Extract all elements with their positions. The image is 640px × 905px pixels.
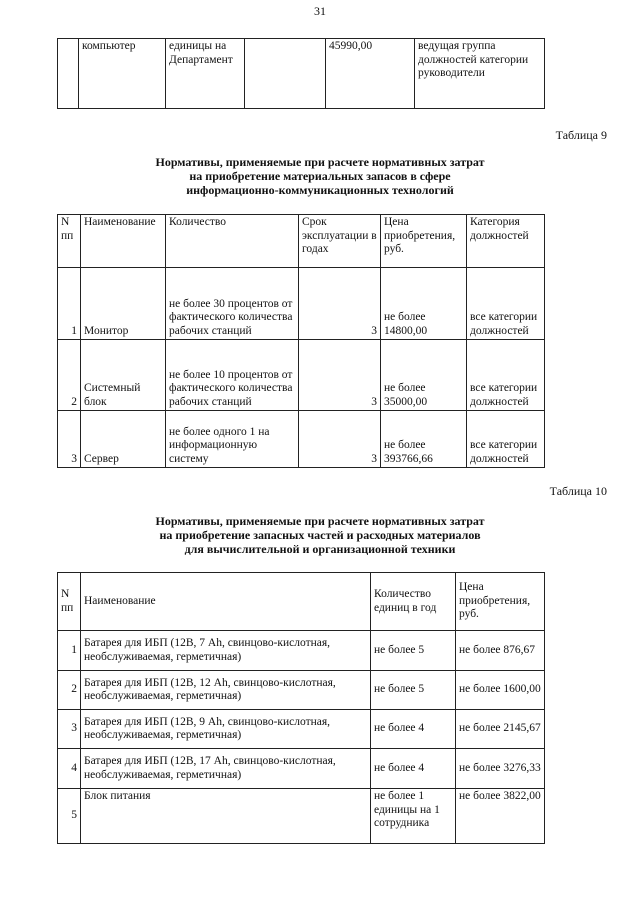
table-row bbox=[58, 749, 545, 789]
name-cell: Батарея для ИБП (12В, 17 Ah, свинцово-кислотная, необслуживаемая, герметичная) bbox=[81, 749, 371, 789]
term-cell: 3 bbox=[299, 411, 381, 468]
title-line: на приобретение запасных частей и расходных материалов bbox=[159, 528, 481, 542]
header-term: Срок эксплуатации в годах bbox=[299, 215, 381, 268]
table10-title bbox=[0, 514, 640, 556]
table-row bbox=[58, 411, 545, 468]
table9-title bbox=[0, 155, 640, 197]
qty-cell: не более 4 bbox=[371, 710, 456, 749]
table10-label: Таблица 10 bbox=[549, 484, 607, 498]
title-line: Нормативы, применяемые при расчете нормативных затрат bbox=[155, 514, 485, 528]
table-row bbox=[58, 39, 545, 109]
price-cell: не более 35000,00 bbox=[381, 340, 467, 411]
num-cell: 2 bbox=[58, 340, 81, 411]
table10 bbox=[57, 572, 545, 844]
name-cell: Батарея для ИБП (12В, 12 Ah, свинцово-кислотная, необслуживаемая, герметичная) bbox=[81, 671, 371, 710]
name-cell: Сервер bbox=[81, 411, 166, 468]
header-num: N пп bbox=[58, 215, 81, 268]
name-cell: компьютер bbox=[79, 39, 166, 109]
title-line: Нормативы, применяемые при расчете нормативных затрат bbox=[155, 155, 485, 169]
header-num: N пп bbox=[58, 573, 81, 631]
qty-cell bbox=[245, 39, 326, 109]
header-name: Наименование bbox=[81, 215, 166, 268]
name-cell: Системный блок bbox=[81, 340, 166, 411]
unit-cell: единицы на Департамент bbox=[166, 39, 245, 109]
qty-cell: не более 5 bbox=[371, 671, 456, 710]
term-cell: 3 bbox=[299, 268, 381, 340]
category-cell: все категории должностей bbox=[467, 411, 545, 468]
qty-cell: не более 30 процентов от фактического количества рабочих станций bbox=[166, 268, 299, 340]
qty-cell: не более 10 процентов от фактического количества рабочих станций bbox=[166, 340, 299, 411]
qty-cell: не более 4 bbox=[371, 749, 456, 789]
table-row bbox=[58, 710, 545, 749]
category-cell: все категории должностей bbox=[467, 340, 545, 411]
title-line: информационно-коммуникационных технологий bbox=[186, 183, 454, 197]
category-cell: ведущая группа должностей категории руководители bbox=[415, 39, 545, 109]
num-cell: 3 bbox=[58, 710, 81, 749]
name-cell: Батарея для ИБП (12В, 9 Ah, свинцово-кислотная, необслуживаемая, герметичная) bbox=[81, 710, 371, 749]
header-price: Цена приобретения, руб. bbox=[456, 573, 545, 631]
qty-cell: не более одного 1 на информационную систему bbox=[166, 411, 299, 468]
title-line: для вычислительной и организационной техники bbox=[184, 542, 456, 556]
continuation-table bbox=[57, 38, 545, 109]
table-row bbox=[58, 340, 545, 411]
table9 bbox=[57, 214, 545, 468]
num-cell bbox=[58, 39, 79, 109]
price-cell: не более 876,67 bbox=[456, 631, 545, 671]
table-row bbox=[58, 268, 545, 340]
table-row bbox=[58, 671, 545, 710]
header-qty: Количество bbox=[166, 215, 299, 268]
header-category: Категория должностей bbox=[467, 215, 545, 268]
table9-label: Таблица 9 bbox=[555, 128, 607, 142]
price-cell: не более 393766,66 bbox=[381, 411, 467, 468]
header-qty: Количество единиц в год bbox=[371, 573, 456, 631]
table-header-row bbox=[58, 215, 545, 268]
page-number: 31 bbox=[314, 4, 326, 18]
header-name: Наименование bbox=[81, 573, 371, 631]
qty-cell: не более 1 единицы на 1 сотрудника bbox=[371, 789, 456, 844]
num-cell: 3 bbox=[58, 411, 81, 468]
name-cell: Блок питания bbox=[81, 789, 371, 844]
price-cell: не более 14800,00 bbox=[381, 268, 467, 340]
name-cell: Монитор bbox=[81, 268, 166, 340]
title-line: на приобретение материальных запасов в сфере bbox=[189, 169, 451, 183]
table-row bbox=[58, 789, 545, 844]
qty-cell: не более 5 bbox=[371, 631, 456, 671]
price-cell: не более 3276,33 bbox=[456, 749, 545, 789]
num-cell: 4 bbox=[58, 749, 81, 789]
table-header-row bbox=[58, 573, 545, 631]
table-row bbox=[58, 631, 545, 671]
price-cell: 45990,00 bbox=[326, 39, 415, 109]
num-cell: 5 bbox=[58, 789, 81, 844]
price-cell: не более 2145,67 bbox=[456, 710, 545, 749]
term-cell: 3 bbox=[299, 340, 381, 411]
num-cell: 1 bbox=[58, 631, 81, 671]
price-cell: не более 3822,00 bbox=[456, 789, 545, 844]
header-price: Цена приобретения, руб. bbox=[381, 215, 467, 268]
name-cell: Батарея для ИБП (12В, 7 Ah, свинцово-кислотная, необслуживаемая, герметичная) bbox=[81, 631, 371, 671]
category-cell: все категории должностей bbox=[467, 268, 545, 340]
num-cell: 1 bbox=[58, 268, 81, 340]
num-cell: 2 bbox=[58, 671, 81, 710]
price-cell: не более 1600,00 bbox=[456, 671, 545, 710]
